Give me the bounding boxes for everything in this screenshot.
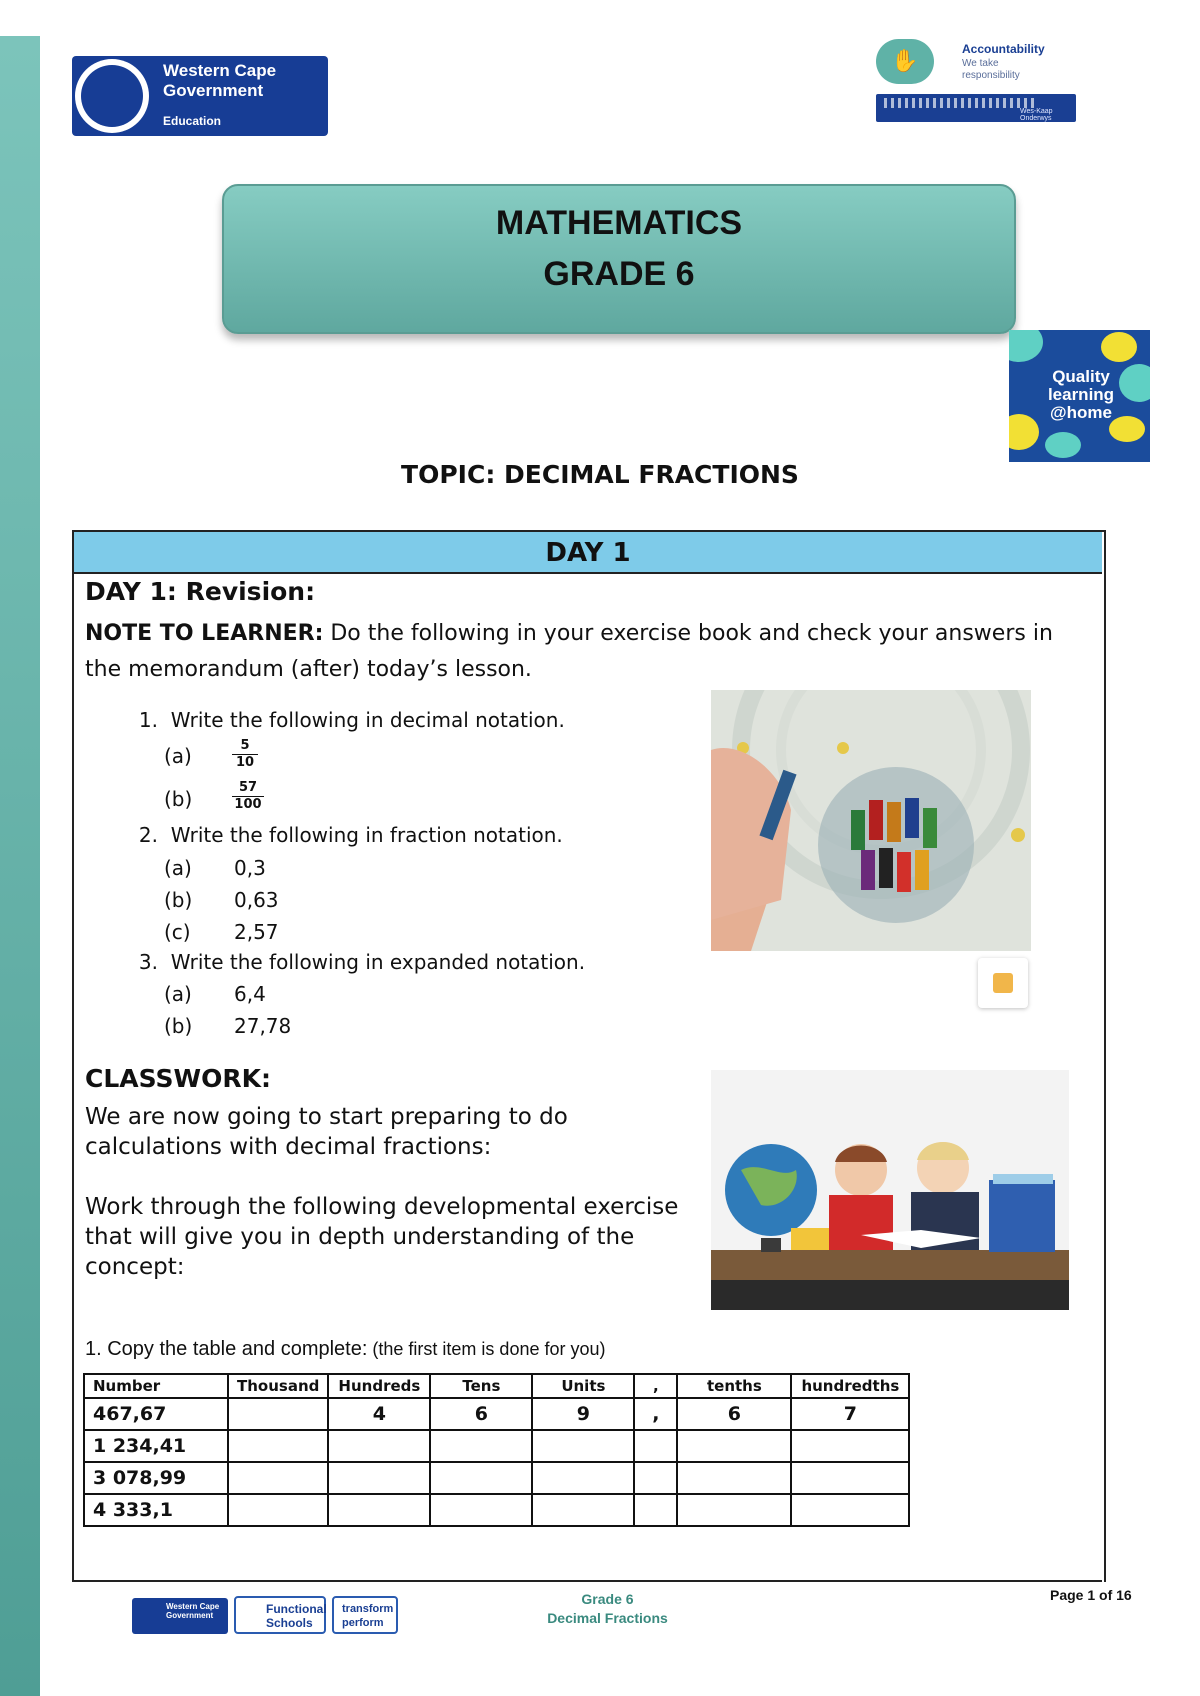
place-value-table [83, 1373, 910, 1527]
question-2: 2. Write the following in fraction notation. [138, 823, 563, 847]
table-row: 1 234,41 [84, 1430, 909, 1462]
footer-center [0, 1590, 1200, 1628]
note-to-learner [85, 616, 1095, 688]
left-teal-sidebar [0, 36, 40, 1696]
wcg-logo-line1: Western Cape [163, 61, 277, 80]
q3-item-a: (a) 6,4 [164, 982, 266, 1006]
footer-grade: Grade 6 [581, 1591, 634, 1607]
table-row: 3 078,99 [84, 1462, 909, 1494]
day-heading: DAY 1: Revision: [85, 577, 316, 606]
table-row: 4 333,1 [84, 1494, 909, 1526]
classwork-paragraph-1: We are now going to start preparing to do calculations with decimal fractions: [85, 1104, 568, 1160]
caption-note: (the first item is done for you) [367, 1339, 606, 1359]
subject-title: MATHEMATICS [495, 204, 743, 242]
accountability-line2: responsibility [962, 70, 1020, 81]
q1-item-a-label: (a) [164, 744, 192, 768]
grade-title: GRADE 6 [543, 255, 695, 293]
page-number: Page 1 of 16 [1050, 1587, 1132, 1603]
quality-text1: Quality [1052, 367, 1110, 386]
photo-crayons [711, 690, 1031, 951]
caption-main: 1. Copy the table and complete: [85, 1338, 368, 1360]
header-number: Number [84, 1374, 228, 1398]
header-hundredths: hundredths [791, 1374, 909, 1398]
fraction-5-10: $\frac{5}{10}$ [232, 738, 258, 771]
q2-item-a: (a) 0,3 [164, 856, 266, 880]
crest-icon [75, 59, 149, 133]
header-hundreds: Hundreds [328, 1374, 430, 1398]
accountability-line1: We take [962, 58, 999, 69]
avatar-sticker-icon [978, 958, 1028, 1008]
accountability-title: Accountability [962, 42, 1045, 56]
topic-heading: TOPIC: DECIMAL FRACTIONS [401, 460, 799, 489]
question-3: 3. Write the following in expanded notation. [138, 950, 586, 974]
day-header: DAY 1 [74, 532, 1102, 574]
fraction-57-100: $\frac{57}{100}$ [232, 780, 264, 813]
quality-text3: @home [1050, 403, 1112, 422]
q2-item-b: (b) 0,63 [164, 888, 279, 912]
footer-functional-schools-logo: Functional Schools [234, 1596, 326, 1634]
accountability-small-text: Wes-Kaap Onderwys [1020, 108, 1053, 122]
title-box [222, 184, 1016, 334]
footer-transform-perform-logo: transform perform [332, 1596, 398, 1634]
photo-children-reading [711, 1070, 1069, 1310]
wcg-logo [72, 56, 328, 136]
header-units: Units [532, 1374, 634, 1398]
table-header-row [84, 1374, 909, 1398]
hand-sign-icon: ✋ [876, 39, 934, 84]
classwork-heading: CLASSWORK: [85, 1064, 271, 1093]
table-row: 467,67 4 6 9 , 6 7 [84, 1398, 909, 1430]
note-text: Do the following in your exercise book and check your answers in the memorandum (after) today’s lesson. [85, 621, 1053, 682]
accountability-logo [876, 36, 1076, 124]
q3-item-b: (b) 27,78 [164, 1014, 292, 1038]
quality-learning-text [1037, 368, 1125, 422]
question-1: 1. Write the following in decimal notation. [138, 708, 565, 732]
header-tens: Tens [430, 1374, 532, 1398]
footer-wcg-logo: Western Cape Government [132, 1598, 228, 1634]
classwork-paragraph-2: Work through the following developmental exercise that will give you in depth understanding of the concept: [85, 1194, 679, 1280]
quality-learning-logo [1009, 330, 1150, 462]
wcg-logo-line2: Government [163, 81, 264, 100]
frame-bottom-rule [72, 1580, 1102, 1582]
header-comma: , [634, 1374, 677, 1398]
wcg-logo-line3: Education [163, 114, 222, 128]
q1-item-b-label: (b) [164, 787, 193, 811]
header-thousand: Thousand [228, 1374, 328, 1398]
note-label: NOTE TO LEARNER: [85, 621, 324, 646]
footer-topic: Decimal Fractions [547, 1610, 668, 1626]
quality-text2: learning [1047, 385, 1115, 404]
table-caption [85, 1338, 606, 1361]
q2-item-c: (c) 2,57 [164, 920, 279, 944]
accountability-pattern [884, 98, 1034, 108]
header-tenths: tenths [677, 1374, 791, 1398]
